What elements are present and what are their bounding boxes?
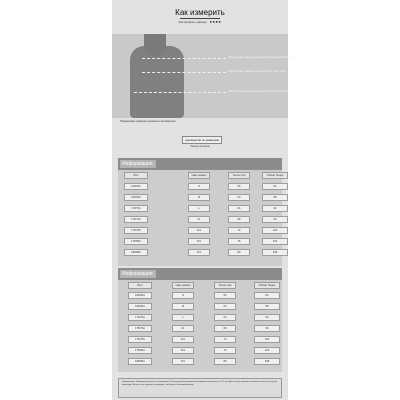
chest-annotation: Обхват груди: измерьте по самой выступающей части груди xyxy=(228,56,295,59)
cell-size: S xyxy=(188,183,210,190)
cell-waist: 60 xyxy=(228,194,250,201)
table-row xyxy=(124,227,276,234)
header-cell-hip: Обхват бёдер xyxy=(254,282,280,289)
cell-waist: 64 xyxy=(214,314,236,321)
cell-hip: 84 xyxy=(254,292,280,299)
size-table-title-2: Информация xyxy=(120,270,156,278)
cell-size: 3XL xyxy=(188,238,210,245)
cell-hip: 104 xyxy=(254,347,280,354)
cell-hip: 100 xyxy=(262,227,288,234)
chest-measure-line xyxy=(142,58,226,59)
measurement-illustration xyxy=(112,34,295,118)
body-figure xyxy=(130,46,184,118)
table-row xyxy=(124,183,276,190)
subtitle-text: Как выбрать размер xyxy=(178,20,207,24)
cell-waist: 72 xyxy=(228,227,250,234)
cell-size: 2XL xyxy=(172,336,194,343)
header-cell-waist: Талия (см) xyxy=(214,282,236,289)
table-row xyxy=(124,325,276,332)
table-row xyxy=(124,205,276,212)
cell-height: 160/62A xyxy=(124,183,148,190)
waist-annotation: Обхват талии: измерьте по самой узкой части талии xyxy=(228,70,287,73)
table-row xyxy=(124,249,276,256)
cell-size: 2XL xyxy=(188,227,210,234)
size-guide-button[interactable]: руководство по размерам xyxy=(182,136,222,144)
cell-size: L xyxy=(172,314,194,321)
hip-annotation: Обхват бёдер: измерьте по самой широкой части бёдер xyxy=(228,90,291,93)
cell-size: XL xyxy=(188,216,210,223)
cell-size: M xyxy=(172,303,194,310)
cell-size: S xyxy=(172,292,194,299)
size-guide-sublabel: Размер на выбор xyxy=(190,145,210,148)
header-cell-size: Наш размер xyxy=(188,172,210,179)
cell-height: 160/62A xyxy=(128,292,152,299)
header-cell-waist: Талия (см) xyxy=(228,172,250,179)
cell-hip: 100 xyxy=(254,336,280,343)
cell-hip: 92 xyxy=(254,314,280,321)
cell-hip: 88 xyxy=(262,194,288,201)
cell-size: 3XL xyxy=(172,347,194,354)
cell-hip: 96 xyxy=(254,325,280,332)
size-table-section-2 xyxy=(118,268,282,372)
size-table-header-1 xyxy=(118,158,282,170)
cell-hip: 108 xyxy=(254,358,280,365)
cell-hip: 104 xyxy=(262,238,288,245)
cell-waist: 60 xyxy=(214,303,236,310)
product-detail-page xyxy=(112,0,295,400)
cell-waist: 76 xyxy=(228,238,250,245)
header-cell-height: Рост xyxy=(124,172,148,179)
table-row xyxy=(124,216,276,223)
table-row xyxy=(124,303,276,310)
cell-height: 170/70A xyxy=(124,205,148,212)
cell-height: 175/78A xyxy=(124,227,148,234)
cell-waist: 80 xyxy=(228,249,250,256)
table-header-row xyxy=(124,282,276,289)
cell-height: 175/78A xyxy=(128,336,152,343)
table-row xyxy=(124,314,276,321)
cell-height: 175/82A xyxy=(124,238,148,245)
cell-waist: 56 xyxy=(214,292,236,299)
cell-hip: 96 xyxy=(262,216,288,223)
size-table-section-1 xyxy=(118,158,282,266)
cell-height: 175/74A xyxy=(128,325,152,332)
cell-waist: 80 xyxy=(214,358,236,365)
footer-note: Примечание: Размеры указаны в сантиметрах. Из-за ручного измерения возможна погрешность 1-3 см. Цвета могут немного отличаться из-за настроек монитора. Если вы не уверены в размере, выберите больший размер. xyxy=(118,378,282,398)
subtitle-dots: ●●●● xyxy=(209,19,222,24)
cell-height: 175/82A xyxy=(128,347,152,354)
header-cell-hip: Обхват бёдер xyxy=(262,172,288,179)
table-row xyxy=(124,336,276,343)
cell-hip: 108 xyxy=(262,249,288,256)
table-header-row xyxy=(124,172,284,179)
cell-height: 165/66A xyxy=(124,194,148,201)
cell-height: 170/70A xyxy=(128,314,152,321)
cell-waist: 68 xyxy=(214,325,236,332)
hip-measure-line xyxy=(134,92,226,93)
cell-size: 4XL xyxy=(172,358,194,365)
waist-measure-line xyxy=(142,72,226,73)
cell-size: XL xyxy=(172,325,194,332)
cell-size: 4XL xyxy=(188,249,210,256)
cell-waist: 76 xyxy=(214,347,236,354)
cell-waist: 72 xyxy=(214,336,236,343)
cell-hip: 84 xyxy=(262,183,288,190)
cell-height: 175/74A xyxy=(124,216,148,223)
table-row xyxy=(124,358,276,365)
table-row xyxy=(124,238,276,245)
cell-hip: 92 xyxy=(262,205,288,212)
neck-figure xyxy=(144,34,166,56)
cell-height: 180/86A xyxy=(128,358,152,365)
cell-waist: 68 xyxy=(228,216,250,223)
table-row xyxy=(124,194,276,201)
header-cell-height: Рост xyxy=(128,282,152,289)
table-row xyxy=(124,347,276,354)
cell-waist: 56 xyxy=(228,183,250,190)
table-row xyxy=(124,292,276,299)
page-title: Как измерить xyxy=(175,8,225,17)
cell-size: L xyxy=(188,205,210,212)
cell-waist: 64 xyxy=(228,205,250,212)
cell-height: 165/66A xyxy=(128,303,152,310)
header-cell-size: Наш размер xyxy=(172,282,194,289)
cell-height: 180/86A xyxy=(124,249,148,256)
measurement-note: Примечание: размеры указаны в сантиметрах xyxy=(120,120,176,123)
cell-size: M xyxy=(188,194,210,201)
page-subtitle xyxy=(112,19,288,24)
size-table-header-2 xyxy=(118,268,282,280)
size-table-title-1: Информация xyxy=(120,160,156,168)
cell-hip: 88 xyxy=(254,303,280,310)
